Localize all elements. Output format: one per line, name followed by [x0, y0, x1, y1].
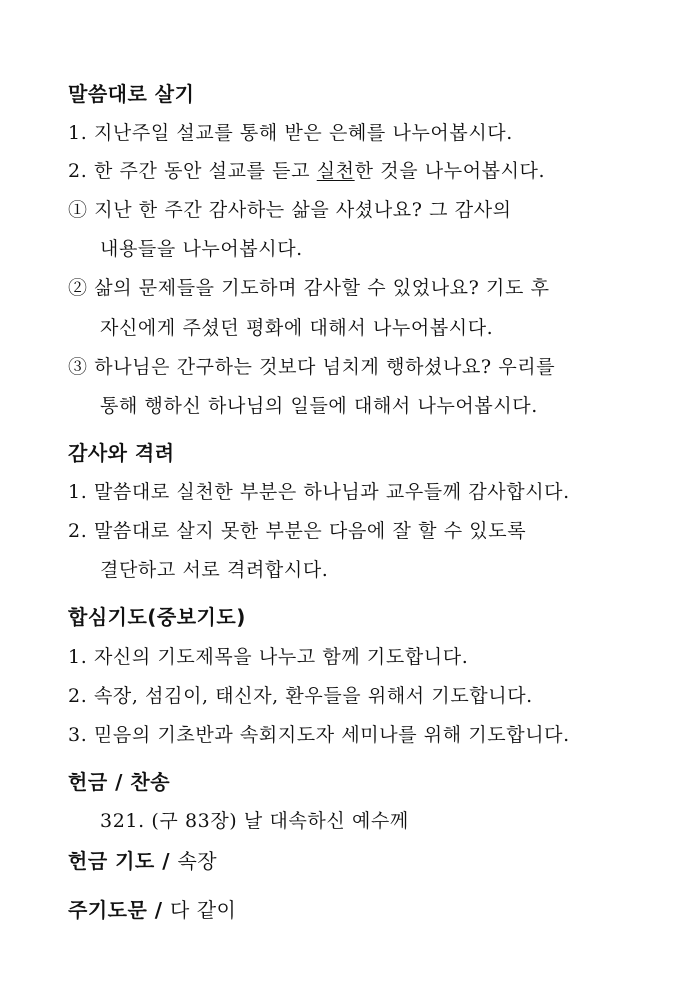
lords-prayer-line [68, 894, 236, 923]
living-word-item-2-before: 2. 한 주간 동안 설교를 듣고 [68, 160, 317, 182]
hymn-line: 321. (구 83장) 날 대속하신 예수께 [100, 810, 409, 832]
prayer-item-3: 3. 믿음의 기초반과 속회지도자 세미나를 위해 기도합니다. [68, 724, 570, 746]
living-word-item-1: 1. 지난주일 설교를 통해 받은 은혜를 나누어봅시다. [68, 122, 513, 144]
section-title-living-word: 말씀대로 살기 [68, 82, 195, 106]
thanks-item-1: 1. 말씀대로 실천한 부분은 하나님과 교우들께 감사합시다. [68, 481, 570, 503]
lords-prayer-value: 다 같이 [170, 898, 237, 922]
living-word-sub-2-line-1: ② 삶의 문제들을 기도하며 감사할 수 있었나요? 기도 후 [68, 277, 550, 299]
living-word-sub-3-line-1: ③ 하나님은 간구하는 것보다 넘치게 행하셨나요? 우리를 [68, 356, 556, 378]
section-title-thanks: 감사와 격려 [68, 441, 175, 465]
lords-prayer-title: 주기도문 / [68, 898, 171, 922]
thanks-item-2-line-1: 2. 말씀대로 살지 못한 부분은 다음에 잘 할 수 있도록 [68, 520, 527, 542]
living-word-sub-1-line-1: ① 지난 한 주간 감사하는 삶을 사셨나요? 그 감사의 [68, 199, 512, 221]
living-word-item-2 [68, 156, 545, 183]
offering-prayer-line [68, 845, 217, 874]
living-word-item-2-after: 한 것을 나누어봅시다. [354, 160, 546, 182]
prayer-item-2: 2. 속장, 섬김이, 태신자, 환우들을 위해서 기도합니다. [68, 685, 533, 707]
living-word-sub-1-line-2: 내용들을 나누어봅시다. [100, 238, 303, 260]
living-word-sub-2-line-2: 자신에게 주셨던 평화에 대해서 나누어봅시다. [100, 317, 494, 339]
offering-prayer-value: 속장 [177, 849, 218, 873]
living-word-item-2-underlined: 실천 [316, 160, 355, 182]
living-word-sub-3-line-2: 통해 행하신 하나님의 일들에 대해서 나누어봅시다. [100, 395, 538, 417]
thanks-item-2-line-2: 결단하고 서로 격려합시다. [100, 559, 329, 581]
section-title-prayer: 합심기도(중보기도) [68, 605, 246, 629]
prayer-item-1: 1. 자신의 기도제목을 나누고 함께 기도합니다. [68, 646, 469, 668]
section-title-offering: 헌금 / 찬송 [68, 770, 171, 794]
offering-prayer-title: 헌금 기도 / [68, 849, 178, 873]
